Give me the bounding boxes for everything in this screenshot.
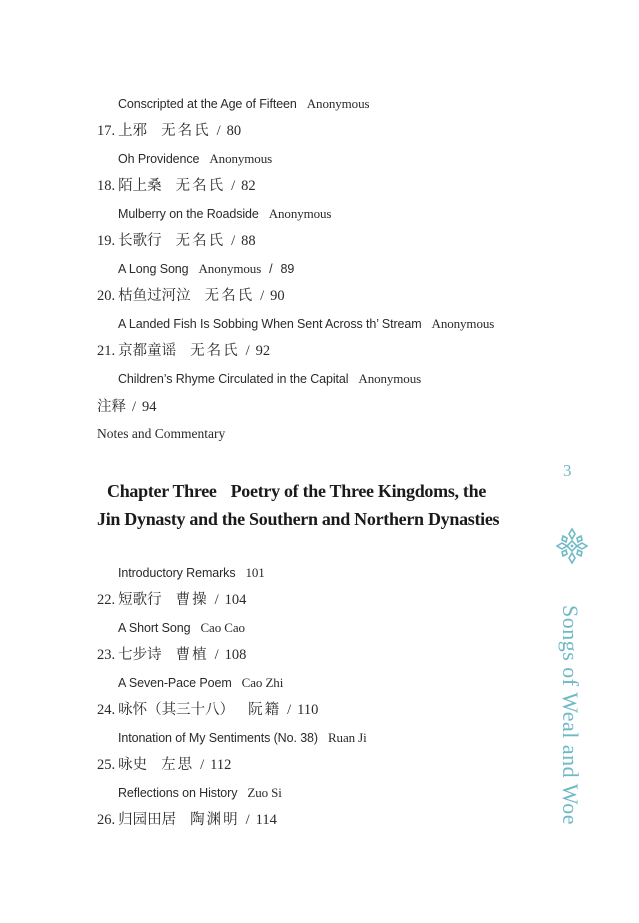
toc-entry-english: [118, 674, 283, 692]
entry-page-number: 94: [142, 399, 157, 415]
entry-page-number: 110: [297, 702, 319, 718]
page-separator: /: [132, 399, 137, 415]
entry-page-number: 88: [241, 233, 256, 249]
entry-author-chinese: 无名氏: [190, 343, 240, 359]
toc-entry-english: [118, 95, 369, 113]
entry-page-number: 89: [280, 262, 295, 276]
toc-entry-chinese: [97, 177, 256, 195]
toc-entry-chinese: [97, 342, 270, 360]
entry-title-chinese: 枯鱼过河泣: [118, 288, 191, 304]
page-separator: /: [231, 233, 236, 249]
toc-entry-english: [118, 150, 272, 168]
toc-entry-intro: [118, 564, 265, 582]
entry-title-chinese: 京都童谣: [118, 343, 177, 359]
entry-number: 18.: [97, 178, 116, 194]
entry-author-chinese: 左思: [161, 757, 195, 773]
entry-title-english: A Long Song: [118, 262, 189, 276]
entry-number: 23.: [97, 647, 116, 663]
toc-entry-chinese: [97, 646, 246, 664]
entry-title-chinese: 长歌行: [118, 233, 162, 249]
page-separator: /: [245, 343, 250, 359]
entry-title-english: Mulberry on the Roadside: [118, 207, 259, 221]
entry-title-english: A Seven-Pace Poem: [118, 676, 232, 690]
entry-author-english: Cao Cao: [200, 620, 245, 635]
toc-entry-chinese: [97, 701, 318, 719]
entry-author-chinese: 无名氏: [161, 123, 211, 139]
entry-title-chinese: 上邪: [118, 123, 148, 139]
entry-author-english: Anonymous: [268, 206, 332, 221]
entry-author-english: Anonymous: [209, 151, 273, 166]
toc-entry-chinese: [97, 591, 246, 609]
toc-entry-english: [118, 260, 294, 278]
chapter-heading: [97, 477, 537, 533]
entry-number: 24.: [97, 702, 116, 718]
entry-page-number: 90: [270, 288, 285, 304]
entry-author-english: Zuo Si: [247, 785, 282, 800]
entry-title-english: Children’s Rhyme Circulated in the Capital: [118, 372, 349, 386]
running-book-title: Songs of Weal and Woe: [558, 605, 583, 826]
page-separator: /: [260, 288, 265, 304]
toc-entry-english: [118, 315, 494, 333]
entry-title-english: A Short Song: [118, 621, 191, 635]
entry-page-number: 92: [255, 343, 271, 359]
toc-entry-english: [118, 784, 282, 802]
page-separator: /: [216, 123, 221, 139]
entry-number: 21.: [97, 343, 116, 359]
entry-title-english: Oh Providence: [118, 152, 200, 166]
page-separator: /: [214, 647, 219, 663]
chapter-heading-line-2: Jin Dynasty and the Southern and Northern Dynasties: [97, 509, 500, 529]
floral-ornament-icon: [555, 527, 589, 565]
entry-page-number: 114: [255, 812, 277, 828]
entry-title-chinese: 咏史: [118, 757, 148, 773]
entry-page-number: 104: [224, 592, 247, 608]
entry-title-chinese: 陌上桑: [118, 178, 162, 194]
entry-number: 20.: [97, 288, 116, 304]
chapter-heading-line-1: [97, 477, 537, 505]
entry-title-english: Reflections on History: [118, 786, 238, 800]
entry-number: 19.: [97, 233, 116, 249]
chapter-number: Chapter Three: [107, 481, 217, 501]
entry-title-english: Introductory Remarks: [118, 566, 236, 580]
page-separator: /: [245, 812, 250, 828]
entry-title-english: Intonation of My Sentiments (No. 38): [118, 731, 318, 745]
entry-author-chinese: 曹植: [175, 647, 209, 663]
entry-title-chinese: 咏怀（其三十八）: [118, 702, 235, 718]
entry-author-english: Anonymous: [358, 371, 422, 386]
entry-title-chinese: 短歌行: [118, 592, 162, 608]
entry-number: 17.: [97, 123, 116, 139]
entry-author-chinese: 无名氏: [175, 178, 226, 194]
entry-page-number: 80: [226, 123, 242, 139]
entry-author-chinese: 陶渊明: [190, 812, 240, 828]
side-page-number: 3: [563, 461, 572, 480]
entry-page-number: 82: [241, 178, 256, 194]
entry-author-english: Anonymous: [306, 96, 370, 111]
page-separator: /: [231, 178, 236, 194]
entry-author-chinese: 曹操: [175, 592, 209, 608]
page-separator: /: [200, 757, 205, 773]
entry-author-english: Cao Zhi: [241, 675, 284, 690]
chapter-title-part-1: Poetry of the Three Kingdoms, the: [230, 481, 487, 501]
entry-number: 25.: [97, 757, 116, 773]
entry-page-number: 108: [224, 647, 247, 663]
toc-entry-notes-chinese: [97, 398, 157, 416]
toc-entry-notes-english: [97, 425, 225, 443]
page-separator: /: [287, 702, 292, 718]
page-separator: /: [269, 262, 273, 276]
page-separator: /: [214, 592, 219, 608]
toc-entry-english: [118, 370, 421, 388]
entry-number: 26.: [97, 812, 116, 828]
entry-author-chinese: 无名氏: [175, 233, 226, 249]
entry-title-chinese: 注释: [97, 399, 126, 415]
entry-author-english: Ruan Ji: [327, 730, 367, 745]
entry-title-english: Notes and Commentary: [97, 426, 226, 441]
entry-title-english: Conscripted at the Age of Fifteen: [118, 97, 297, 111]
toc-entry-chinese: [97, 122, 241, 140]
toc-entry-english: [118, 205, 331, 223]
toc-entry-chinese: [97, 756, 231, 774]
toc-entry-chinese: [97, 287, 285, 305]
entry-author-chinese: 阮籍: [248, 702, 282, 718]
entry-title-chinese: 七步诗: [118, 647, 162, 663]
entry-author-english: Anonymous: [198, 261, 262, 276]
toc-entry-english: [118, 619, 245, 637]
entry-author-chinese: 无名氏: [204, 288, 255, 304]
toc-entry-chinese: [97, 232, 256, 250]
entry-title-english: A Landed Fish Is Sobbing When Sent Across th’ Stream: [118, 317, 422, 331]
toc-entry-english: [118, 729, 367, 747]
entry-title-chinese: 归园田居: [118, 812, 177, 828]
entry-author-english: Anonymous: [431, 316, 495, 331]
entry-page-number: 101: [245, 565, 265, 580]
toc-entry-chinese: [97, 811, 277, 829]
entry-page-number: 112: [210, 757, 232, 773]
entry-number: 22.: [97, 592, 116, 608]
